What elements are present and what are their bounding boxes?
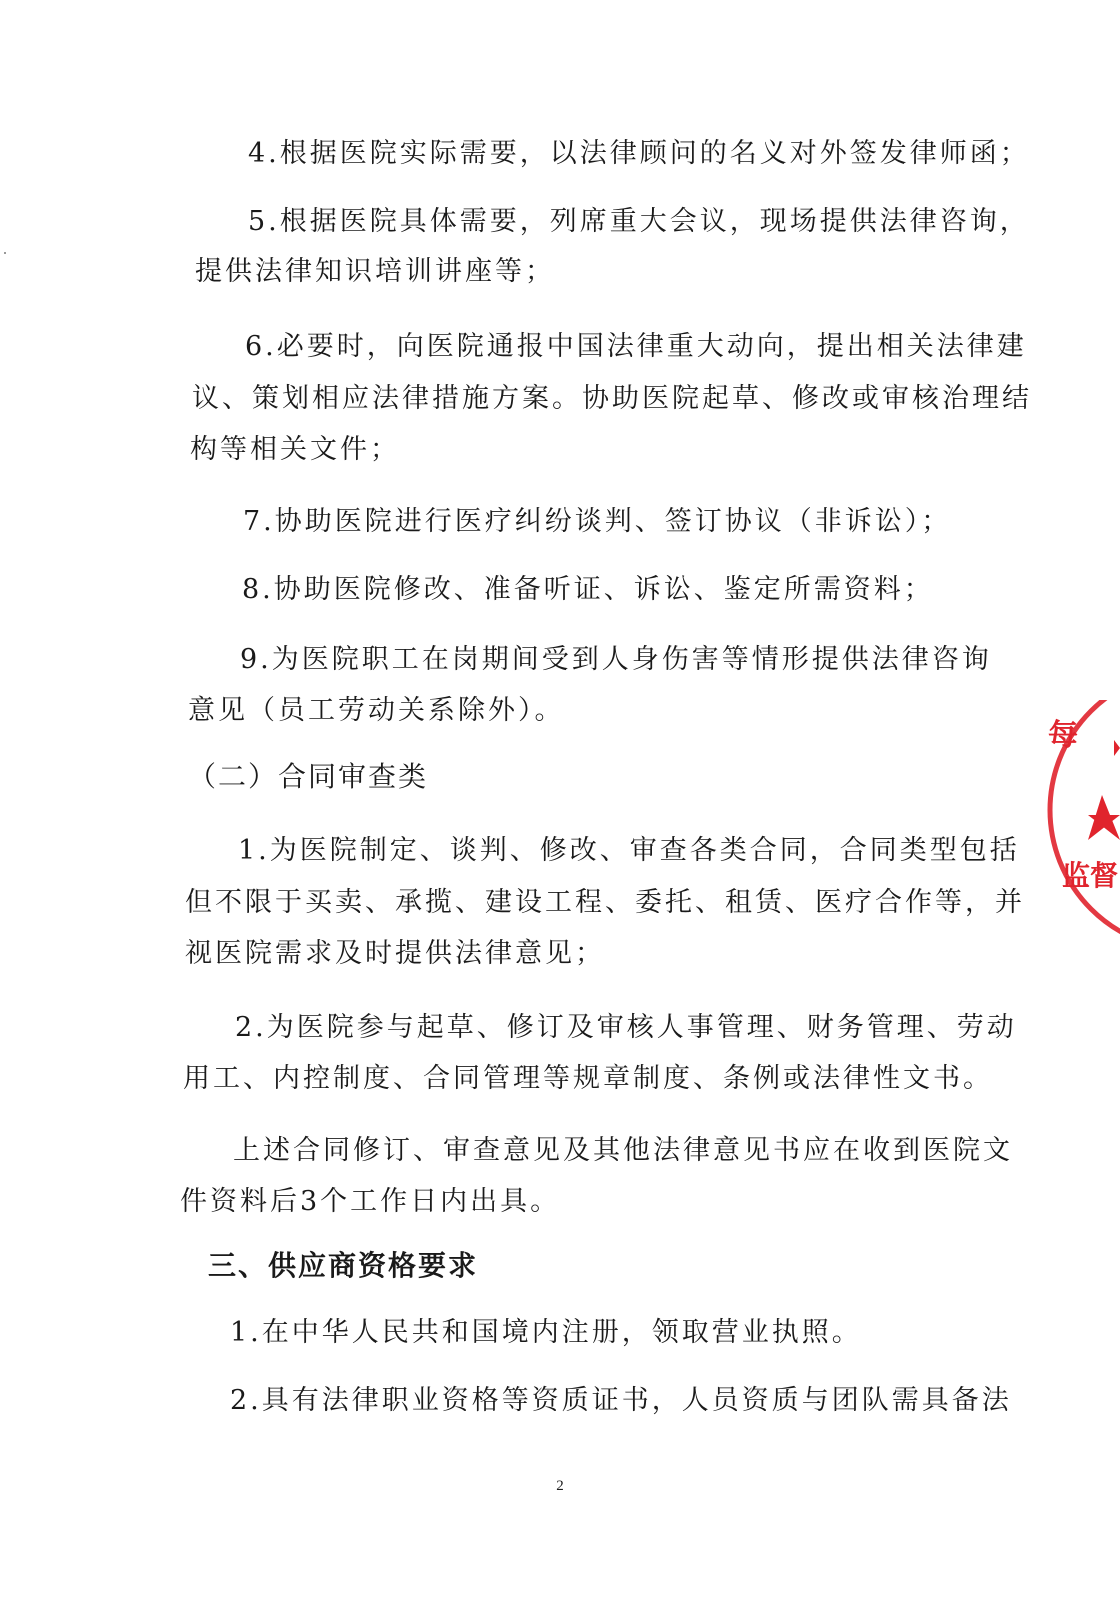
paragraph-5-line-1: 5.根据医院具体需要，列席重大会议，现场提供法律咨询， (248, 206, 1030, 237)
paragraph-6-line-3: 构等相关文件； (190, 434, 400, 465)
supplier-item-2-line: 2.具有法律职业资格等资质证书，人员资质与团队需具备法 (230, 1385, 1012, 1416)
contract-item-1-line-2: 但不限于买卖、承揽、建设工程、委托、租赁、医疗合作等，并 (185, 887, 1025, 918)
paragraph-6-line-1: 6.必要时，向医院通报中国法律重大动向，提出相关法律建 (245, 331, 1027, 362)
contract-item-2-line-2: 用工、内控制度、合同管理等规章制度、条例或法律性文书。 (183, 1063, 993, 1094)
seal-fragment-mark (1114, 740, 1120, 756)
deadline-paragraph-line-2: 件资料后3个工作日内出具。 (180, 1186, 561, 1217)
paragraph-9-line-1: 9.为医院职工在岗期间受到人身伤害等情形提供法律咨询 (240, 644, 992, 675)
deadline-paragraph-line-1: 上述合同修订、审查意见及其他法律意见书应在收到医院文 (233, 1135, 1013, 1166)
paragraph-7-line: 7.协助医院进行医疗纠纷谈判、签订协议（非诉讼）； (243, 506, 952, 537)
paragraph-8-line: 8.协助医院修改、准备听证、诉讼、鉴定所需资料； (242, 574, 934, 605)
section-heading-supplier-qualification: 三、供应商资格要求 (208, 1249, 479, 1282)
seal-text-bottom: 监督 (1062, 859, 1119, 892)
contract-item-1-line-3: 视医院需求及时提供法律意见； (185, 938, 605, 969)
page-number: 2 (556, 1478, 564, 1494)
paragraph-5-line-2: 提供法律知识培训讲座等； (195, 256, 555, 287)
seal-stamp-graphic (1040, 700, 1120, 940)
official-seal-partial (1040, 700, 1120, 940)
paragraph-4-line: 4.根据医院实际需要，以法律顾问的名义对外签发律师函； (248, 138, 1030, 169)
section-heading-contract-review: （二）合同审查类 (188, 760, 429, 793)
scan-speck (4, 252, 6, 254)
seal-star-icon (1088, 795, 1120, 840)
contract-item-2-line-1: 2.为医院参与起草、修订及审核人事管理、财务管理、劳动 (235, 1012, 1017, 1043)
seal-text-top: 每 (1048, 718, 1078, 753)
paragraph-9-line-2: 意见（员工劳动关系除外）。 (188, 695, 565, 726)
contract-item-1-line-1: 1.为医院制定、谈判、修改、审查各类合同，合同类型包括 (238, 835, 1020, 866)
paragraph-6-line-2: 议、策划相应法律措施方案。协助医院起草、修改或审核治理结 (192, 383, 1032, 414)
supplier-item-1-line: 1.在中华人民共和国境内注册，领取营业执照。 (230, 1317, 862, 1348)
